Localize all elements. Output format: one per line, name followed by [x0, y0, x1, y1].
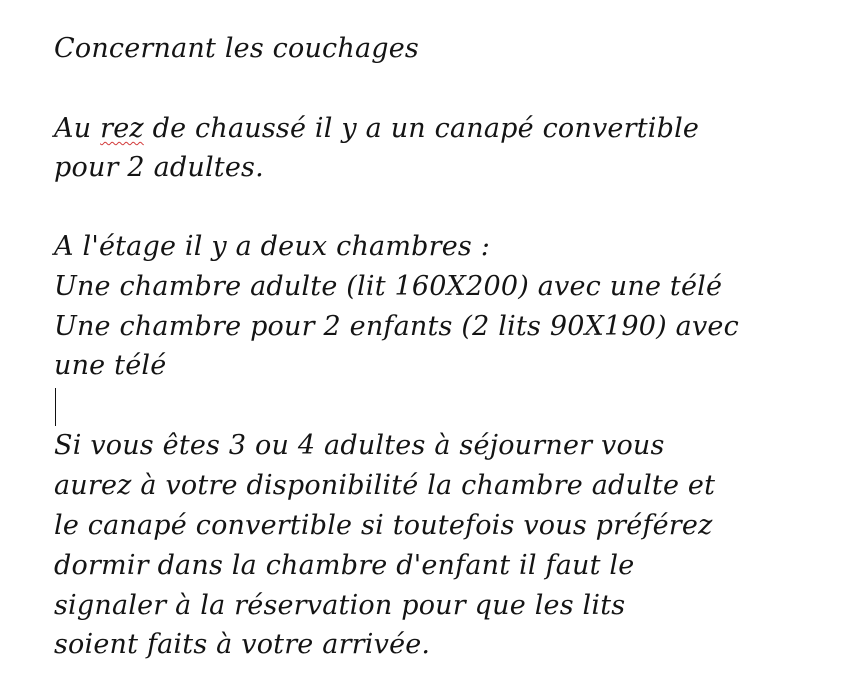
misspelled-word-rez[interactable]: rez — [100, 113, 144, 144]
paragraph-adults-line-2: aurez à votre disponibilité la chambre adulte et — [54, 470, 716, 501]
paragraph-upstairs-line-4: une télé — [54, 350, 167, 381]
paragraph-adults-line-1: Si vous êtes 3 ou 4 adultes à séjourner vous — [54, 430, 665, 461]
paragraph-upstairs-line-2: Une chambre adulte (lit 160X200) avec une télé — [54, 271, 723, 302]
paragraph-upstairs-line-1: A l'étage il y a deux chambres : — [54, 231, 491, 262]
text-ground-floor-rest: de chaussé il y a un canapé convertible — [152, 113, 700, 144]
document-title: Concernant les couchages — [54, 33, 419, 64]
text-cursor — [55, 388, 56, 426]
paragraph-ground-floor-line-2: pour 2 adultes. — [54, 152, 264, 183]
text-word-au: Au — [54, 113, 92, 144]
paragraph-adults-line-5: signaler à la réservation pour que les lits — [54, 590, 626, 621]
paragraph-adults-line-6: soient faits à votre arrivée. — [54, 629, 431, 660]
paragraph-adults-line-3: le canapé convertible si toutefois vous préférez — [54, 510, 713, 541]
paragraph-adults-line-4: dormir dans la chambre d'enfant il faut le — [54, 550, 635, 581]
paragraph-upstairs-line-3: Une chambre pour 2 enfants (2 lits 90X190) avec — [54, 311, 739, 342]
paragraph-ground-floor-line-1 — [54, 112, 699, 146]
